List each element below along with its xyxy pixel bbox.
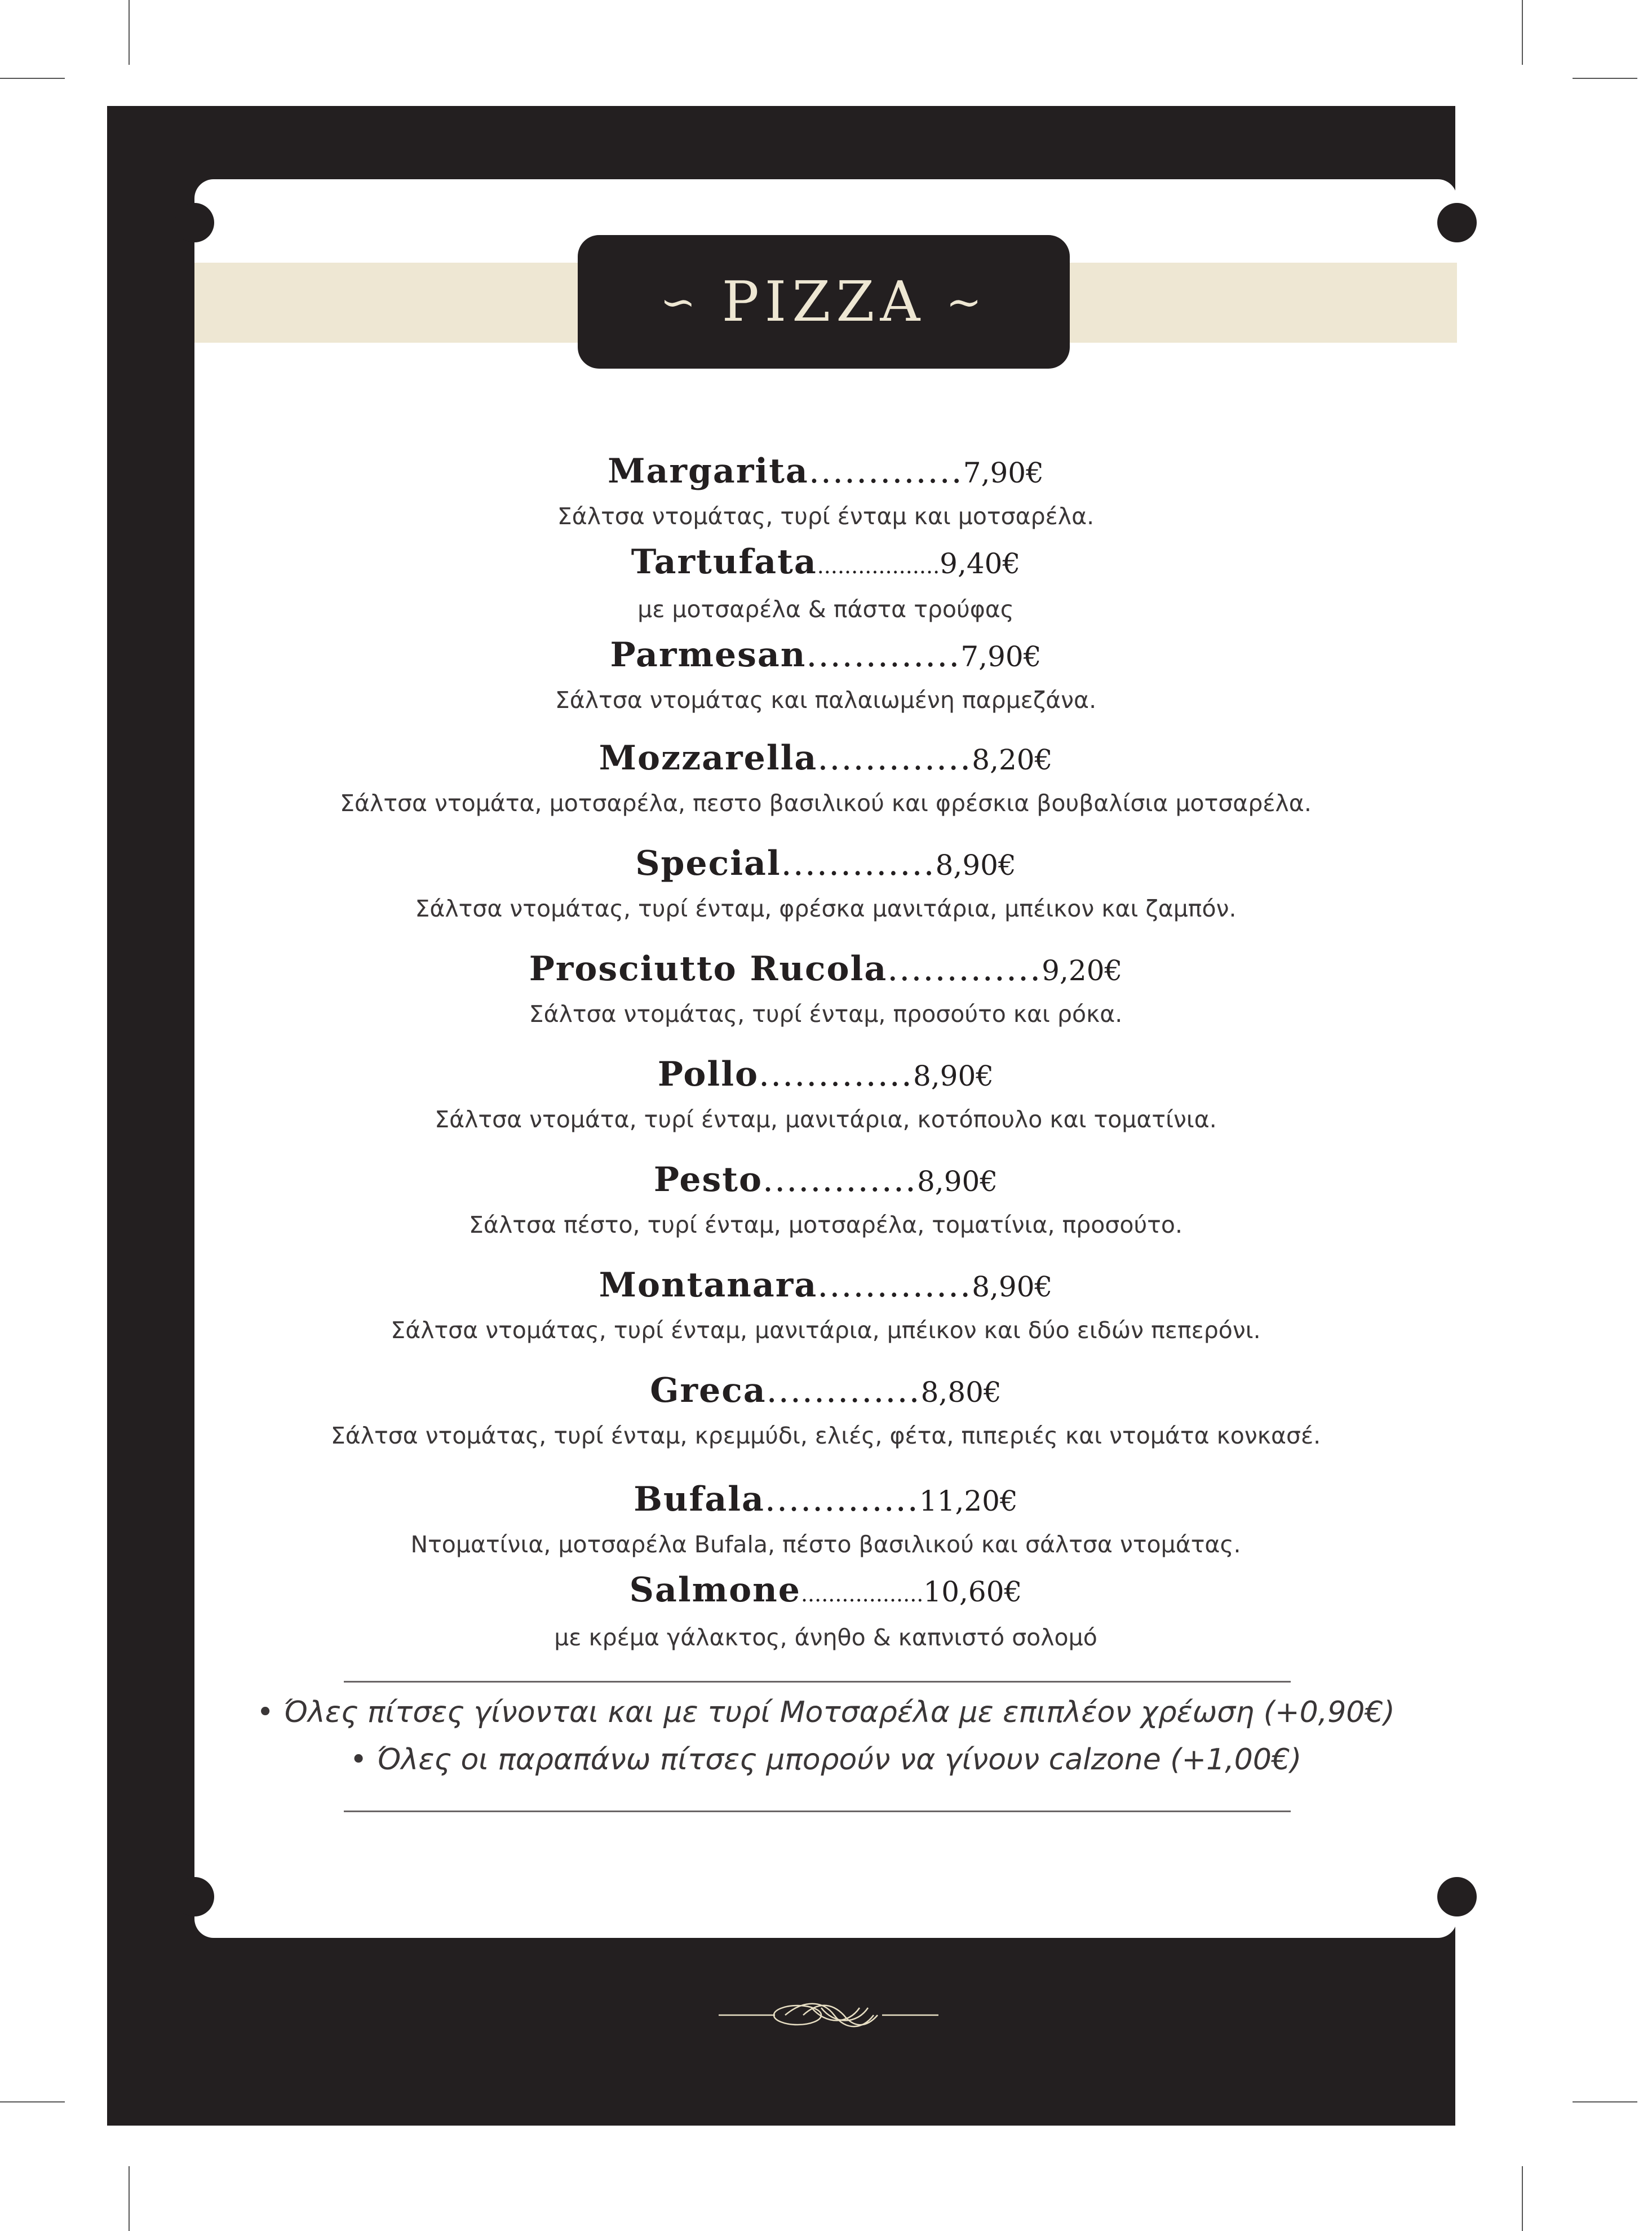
menu-item: [194, 1563, 1457, 1654]
crop-mark: [1522, 0, 1523, 65]
menu-item: [194, 836, 1457, 925]
menu-item-name: Mozzarella: [599, 738, 818, 778]
menu-item: [194, 628, 1457, 716]
menu-item-leader: .............: [763, 1160, 917, 1199]
menu-item-heading: [194, 535, 1457, 593]
menu-item-leader: .............: [759, 1055, 913, 1094]
swash-right-icon: ∼: [946, 277, 987, 327]
menu-item-leader: ..................: [817, 554, 940, 578]
menu-item: [194, 1472, 1457, 1561]
note-mozzarella-surcharge: • Όλες πίτσες γίνονται και με τυρί Μοτσαρέλα με επιπλέον χρέωση (+0,90€): [256, 1696, 1395, 1729]
menu-item-heading: [194, 444, 1457, 500]
menu-item-price: 8,90€: [917, 1165, 998, 1198]
crop-mark: [0, 78, 65, 79]
divider-bottom: [344, 1811, 1291, 1812]
menu-item: [194, 731, 1457, 820]
menu-item-price: 8,90€: [935, 849, 1016, 882]
menu-item-description: Σάλτσα ντομάτας, τυρί ένταμ, προσούτο και ρόκα.: [529, 1001, 1123, 1028]
menu-item-heading: [194, 628, 1457, 684]
menu-item-name: Montanara: [599, 1265, 818, 1305]
menu-item-price: 10,60€: [923, 1575, 1022, 1608]
menu-item-leader: .............: [781, 844, 936, 883]
menu-item-heading: [194, 1364, 1457, 1419]
menu-item-leader: .............: [817, 738, 972, 778]
crop-mark: [1573, 2101, 1637, 2102]
panel-corner-notch: [1437, 203, 1477, 242]
menu-item-description: με κρέμα γάλακτος, άνηθο & καπνιστό σολομό: [554, 1624, 1097, 1651]
menu-item-description: Σάλτσα ντομάτας και παλαιωμένη παρμεζάνα.: [555, 687, 1097, 714]
menu-item-description: Σάλτσα ντομάτας, τυρί ένταμ, κρεμμύδι, ελιές, φέτα, πιπεριές και ντομάτα κονκασέ.: [330, 1422, 1321, 1449]
panel-corner-notch: [175, 1877, 214, 1916]
menu-item-leader: .............: [764, 1480, 919, 1519]
menu-item-price: 11,20€: [919, 1485, 1018, 1517]
crop-mark: [1522, 2166, 1523, 2231]
menu-item-leader: .............: [817, 1265, 972, 1305]
menu-item-price: 7,90€: [960, 640, 1042, 673]
menu-item-name: Pesto: [653, 1160, 763, 1199]
menu-item-leader: ..................: [800, 1582, 924, 1606]
menu-item-leader: .............: [766, 1371, 921, 1410]
menu-item-name: Salmone: [629, 1570, 801, 1610]
menu-item-heading: [194, 1258, 1457, 1314]
crop-mark: [0, 2101, 65, 2102]
menu-item-name: Greca: [650, 1371, 767, 1410]
menu-item-price: 8,80€: [920, 1376, 1002, 1409]
crop-mark: [129, 0, 130, 65]
menu-item-heading: [194, 836, 1457, 892]
menu-item-name: Special: [635, 844, 781, 883]
menu-item-name: Pollo: [657, 1055, 759, 1094]
menu-item-heading: [194, 1563, 1457, 1621]
menu-item-heading: [194, 1047, 1457, 1103]
crop-mark: [1573, 78, 1637, 79]
menu-item-name: Parmesan: [610, 635, 807, 675]
menu-item-price: 7,90€: [963, 457, 1044, 489]
menu-item-name: Tartufata: [631, 542, 817, 582]
menu-item-name: Margarita: [608, 451, 809, 491]
menu-item-price: 9,20€: [1042, 954, 1123, 987]
menu-item: [194, 1153, 1457, 1241]
panel-corner-notch: [1437, 1877, 1477, 1916]
menu-item-leader: .............: [806, 635, 961, 675]
title-banner: [578, 235, 1070, 369]
menu-item-description: Σάλτσα πέστο, τυρί ένταμ, μοτσαρέλα, τοματίνια, προσούτο.: [469, 1211, 1182, 1238]
menu-item-description: Ντοματίνια, μοτσαρέλα Bufala, πέστο βασιλικού και σάλτσα ντομάτας.: [410, 1531, 1241, 1558]
menu-item-leader: .............: [808, 451, 963, 491]
note-calzone-option: • Όλες οι παραπάνω πίτσες μπορούν να γίνουν calzone (+1,00€): [349, 1743, 1302, 1777]
menu-item-description: Σάλτσα ντομάτα, τυρί ένταμ, μανιτάρια, κοτόπουλο και τοματίνια.: [435, 1106, 1217, 1133]
menu-item-description: Σάλτσα ντομάτας, τυρί ένταμ και μοτσαρέλα.: [557, 503, 1095, 530]
menu-item: [194, 444, 1457, 533]
menu-item-name: Bufala: [634, 1480, 765, 1519]
flourish-ornament-icon: [719, 1995, 938, 2035]
divider-top: [344, 1681, 1291, 1683]
menu-item-description: Σάλτσα ντομάτας, τυρί ένταμ, φρέσκα μανιτάρια, μπέικον και ζαμπόν.: [415, 895, 1237, 922]
menu-item-leader: .............: [887, 949, 1042, 989]
menu-item-heading: [194, 1153, 1457, 1209]
swash-left-icon: ∽: [660, 277, 702, 327]
menu-item-price: 8,20€: [972, 743, 1053, 776]
pizza-menu-list: [194, 434, 1457, 1654]
menu-item-description: Σάλτσα ντομάτα, μοτσαρέλα, πεστο βασιλικού και φρέσκια βουβαλίσια μοτσαρέλα.: [340, 790, 1312, 817]
page-title: PIZZA: [721, 269, 926, 334]
menu-item-price: 8,90€: [972, 1271, 1053, 1303]
menu-item: [194, 1364, 1457, 1452]
menu-item-heading: [194, 1472, 1457, 1528]
menu-item: [194, 1047, 1457, 1136]
menu-item-description: με μοτσαρέλα & πάστα τρούφας: [637, 596, 1014, 623]
menu-item-price: 8,90€: [913, 1060, 994, 1092]
menu-item-heading: [194, 942, 1457, 998]
menu-item-description: Σάλτσα ντομάτας, τυρί ένταμ, μανιτάρια, μπέικον και δύο ειδών πεπερόνι.: [391, 1317, 1261, 1344]
menu-item-price: 9,40€: [940, 547, 1021, 580]
menu-item: [194, 1258, 1457, 1347]
menu-item: [194, 535, 1457, 626]
menu-item-heading: [194, 731, 1457, 787]
menu-item-name: Prosciutto Rucola: [529, 949, 888, 989]
crop-mark: [129, 2166, 130, 2231]
panel-corner-notch: [175, 203, 214, 242]
menu-item: [194, 942, 1457, 1030]
